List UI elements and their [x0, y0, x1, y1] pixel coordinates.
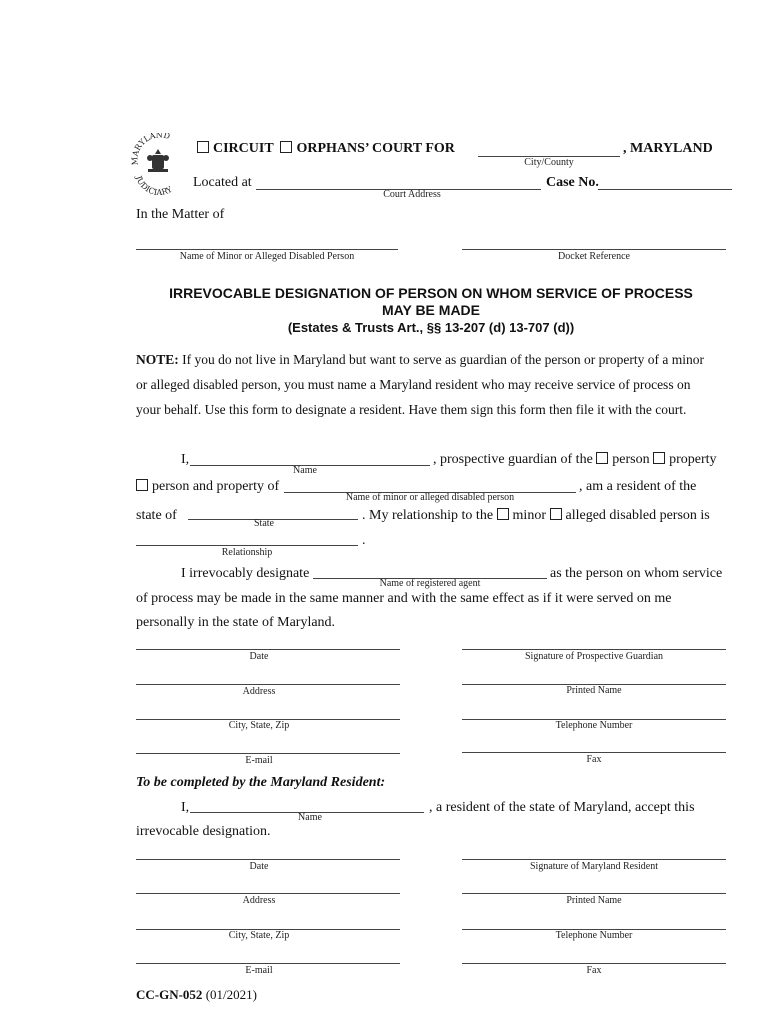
guardian-date-caption: Date	[249, 651, 269, 662]
court-type-row	[197, 141, 455, 157]
form-title-citation: (Estates & Trusts Art., §§ 13-207 (d) 13-707 (d))	[287, 320, 575, 335]
guardian-signature-field[interactable]	[462, 649, 726, 650]
person-checkbox[interactable]	[596, 452, 608, 464]
guardian-fax-caption: Fax	[586, 754, 602, 765]
as-person-text: as the person on whom service	[550, 566, 723, 581]
located-at-label: Located at	[193, 175, 252, 190]
service-line2: personally in the state of Maryland.	[136, 615, 336, 630]
guardian-printed-name-caption: Printed Name	[566, 685, 622, 696]
minor-checkbox[interactable]	[497, 508, 509, 520]
form-title-line2: MAY BE MADE	[381, 302, 481, 318]
guardian-type-row	[433, 452, 717, 468]
minor-label: minor	[512, 508, 546, 523]
resident-printed-name-caption: Printed Name	[566, 895, 622, 906]
relationship-field[interactable]	[136, 545, 358, 546]
form-revision: (01/2021)	[205, 987, 257, 1002]
resident-fax-caption: Fax	[586, 965, 602, 976]
resident-printed-name-field[interactable]	[462, 893, 726, 894]
resident-signature-field[interactable]	[462, 859, 726, 860]
note-label: NOTE:	[136, 352, 179, 367]
designate-text: I irrevocably designate	[181, 566, 310, 581]
resident-fax-field[interactable]	[462, 963, 726, 964]
relationship-caption: Relationship	[221, 547, 273, 558]
case-no-label: Case No.	[546, 175, 599, 190]
minor-name-field[interactable]	[136, 249, 398, 250]
state-of-label: state of	[136, 508, 177, 523]
relationship-period: .	[362, 533, 366, 548]
property-label: property	[669, 452, 717, 467]
resident-telephone-caption: Telephone Number	[555, 930, 633, 941]
person-and-property-label: person and property of	[152, 479, 280, 494]
minor-name-caption: Name of Minor or Alleged Disabled Person	[179, 251, 355, 262]
guardian-email-field[interactable]	[136, 753, 400, 754]
resident-email-field[interactable]	[136, 963, 400, 964]
relationship-row	[362, 508, 710, 524]
resident-heading: To be completed by the Maryland Resident:	[136, 775, 386, 790]
minor-name-body-caption: Name of minor or alleged disabled person	[345, 492, 515, 503]
resident-of-text: , am a resident of the	[579, 479, 697, 494]
docket-reference-field[interactable]	[462, 249, 726, 250]
docket-reference-caption: Docket Reference	[558, 251, 630, 262]
person-and-property-checkbox[interactable]	[136, 479, 148, 491]
note-line3: your behalf. Use this form to designate a resident. Have them sign this form then file it with the court.	[136, 402, 687, 417]
resident-city-state-zip-caption: City, State, Zip	[228, 930, 290, 941]
note-line1	[136, 352, 704, 368]
circuit-checkbox[interactable]	[197, 141, 209, 153]
guardian-date-field[interactable]	[136, 649, 400, 650]
guardian-telephone-caption: Telephone Number	[555, 720, 633, 731]
i-label: I,	[181, 452, 190, 467]
resident-email-caption: E-mail	[245, 965, 273, 976]
orphans-court-label: ORPHANS’ COURT FOR	[296, 141, 455, 156]
court-address-caption: Court Address	[383, 189, 441, 200]
resident-address-caption: Address	[242, 895, 276, 906]
property-checkbox[interactable]	[653, 452, 665, 464]
resident-date-field[interactable]	[136, 859, 400, 860]
alleged-disabled-label: alleged disabled person is	[565, 508, 710, 523]
person-and-property-row	[136, 479, 279, 495]
note-text-1: If you do not live in Maryland but want to serve as guardian of the person or property of a minor	[182, 352, 705, 367]
guardian-fax-field[interactable]	[462, 752, 726, 753]
irrevocable-designation-text: irrevocable designation.	[136, 824, 271, 839]
resident-accept-text: , a resident of the state of Maryland, accept this	[429, 800, 695, 815]
svg-text:MARYLAND: MARYLAND	[130, 133, 172, 166]
note-line2: or alleged disabled person, you must name a Maryland resident who may receive service of process on	[136, 377, 691, 392]
city-county-caption: City/County	[524, 157, 574, 168]
guardian-address-field[interactable]	[136, 684, 400, 685]
person-label: person	[612, 452, 650, 467]
svg-text:JUDICIARY: JUDICIARY	[134, 174, 174, 195]
resident-i-label: I,	[181, 800, 190, 815]
resident-address-field[interactable]	[136, 893, 400, 894]
guardian-signature-caption: Signature of Prospective Guardian	[524, 651, 664, 662]
orphans-court-checkbox[interactable]	[280, 141, 292, 153]
resident-date-caption: Date	[249, 861, 269, 872]
maryland-judiciary-seal	[130, 133, 188, 195]
maryland-label: , MARYLAND	[623, 141, 713, 156]
form-title-line1: IRREVOCABLE DESIGNATION OF PERSON ON WHOM SERVICE OF PROCESS	[169, 285, 693, 301]
prospective-guardian-text: , prospective guardian of the	[433, 452, 593, 467]
guardian-name-caption: Name	[293, 465, 317, 476]
guardian-address-caption: Address	[242, 686, 276, 697]
guardian-email-caption: E-mail	[245, 755, 273, 766]
guardian-city-state-zip-caption: City, State, Zip	[228, 720, 290, 731]
service-line1: of process may be made in the same manner and with the same effect as if it were served on me	[136, 591, 672, 606]
case-no-field[interactable]	[598, 189, 732, 190]
relationship-text: . My relationship to the	[362, 508, 494, 523]
state-caption: State	[254, 518, 274, 529]
resident-signature-caption: Signature of Maryland Resident	[529, 861, 659, 872]
form-code	[136, 987, 257, 1003]
circuit-label: CIRCUIT	[213, 141, 274, 156]
alleged-disabled-checkbox[interactable]	[550, 508, 562, 520]
resident-name-caption: Name	[298, 812, 322, 823]
form-code-number: CC-GN-052	[136, 987, 203, 1002]
in-the-matter-of-label: In the Matter of	[136, 207, 225, 222]
registered-agent-caption: Name of registered agent	[379, 578, 481, 589]
